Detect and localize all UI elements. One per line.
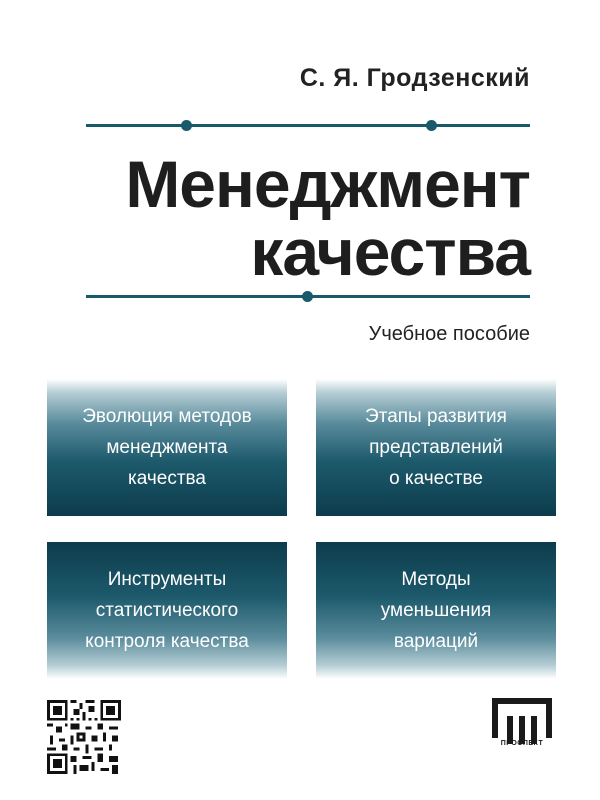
divider-dot [181, 120, 192, 131]
topic-box-methods [316, 542, 556, 679]
topic-box-text: Этапы развития представлений о качестве [365, 406, 507, 489]
book-title-line-2: качества [250, 215, 530, 289]
top-divider [86, 124, 530, 127]
topic-box-stages [316, 379, 556, 516]
bottom-divider [86, 295, 530, 298]
qr-code-icon [47, 700, 121, 774]
author-name: С. Я. Гродзенский [299, 64, 530, 92]
topic-box-evolution [47, 379, 287, 516]
divider-dot [302, 291, 313, 302]
topic-box-text: Эволюция методов менеджмента качества [82, 406, 252, 489]
book-title-line-1: Менеджмент [125, 147, 530, 221]
book-title [125, 147, 530, 289]
divider-dot [426, 120, 437, 131]
topic-box-text: Методы уменьшения вариаций [380, 569, 492, 652]
topic-box-text: Инструменты статистического контроля качества [85, 569, 249, 652]
publisher-label: ПРОСПЕКТ [500, 740, 544, 747]
subtitle: Учебное пособие [368, 323, 530, 345]
publisher-logo [492, 698, 552, 754]
prospekt-building-logo [492, 698, 552, 738]
topic-box-instruments [47, 542, 287, 679]
